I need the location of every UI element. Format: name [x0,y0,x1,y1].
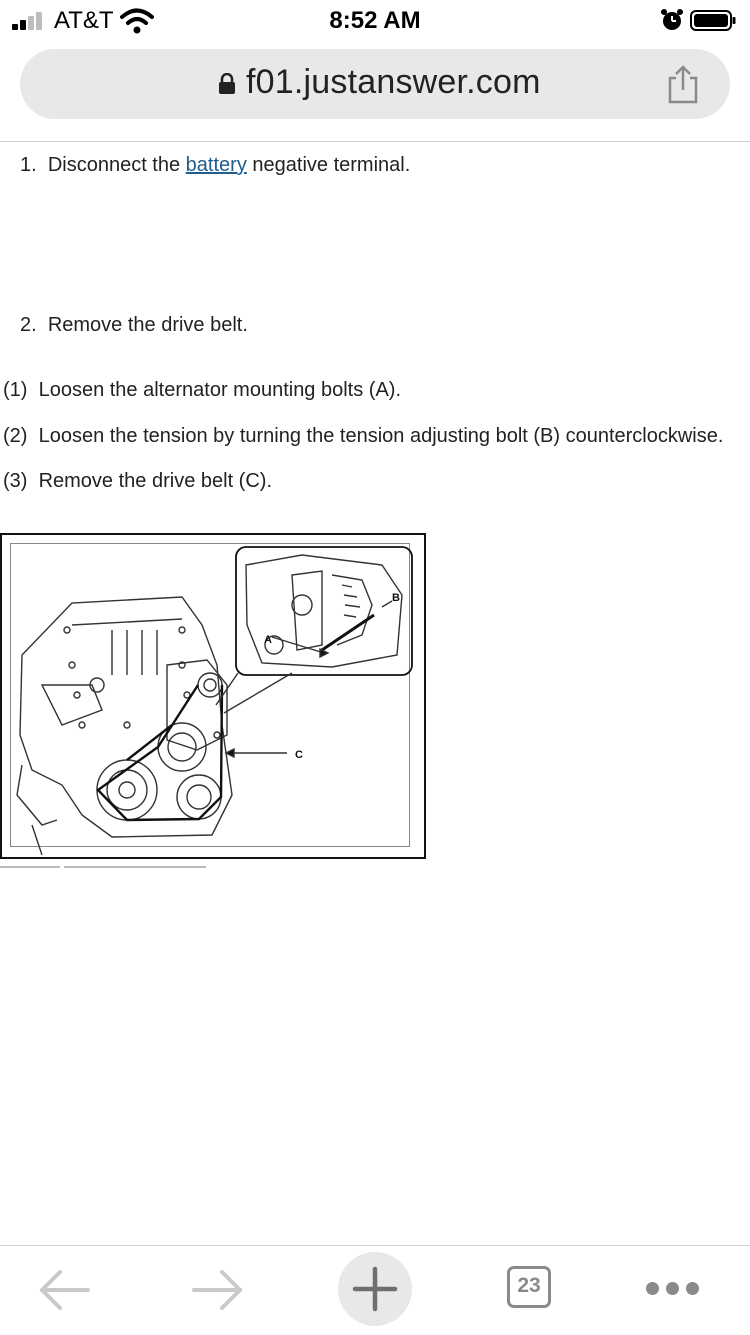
address-bar[interactable] [20,49,730,119]
figure-underline [64,866,206,868]
carrier-name: AT&T [54,7,114,34]
url-text[interactable]: f01.justanswer.com [246,63,541,101]
step-2: 2. Remove the drive belt. [20,314,248,336]
forward-arrow-icon[interactable] [188,1262,248,1318]
status-bar [0,0,750,40]
clock: 8:52 AM [329,7,421,34]
battery-icon [690,10,736,31]
tabs-button[interactable] [507,1266,555,1312]
tab-count: 23 [517,1274,541,1297]
lock-icon [218,73,236,95]
label-c: C [295,749,303,761]
label-a: A [264,634,272,646]
divider [0,141,750,142]
browser-toolbar [0,1245,750,1335]
share-icon[interactable] [666,64,700,104]
substep-2: (2) Loosen the tension by turning the tension adjusting bolt (B) counterclockwise. [3,425,724,447]
dot [686,1282,699,1295]
engine-illustration [2,535,424,857]
label-b: B [392,592,400,604]
figure-underline [0,866,60,868]
step-1: 1. Disconnect the battery negative terminal. [20,154,411,176]
back-arrow-icon[interactable] [34,1262,94,1318]
new-tab-button[interactable] [338,1252,412,1326]
dot [666,1282,679,1295]
dot [646,1282,659,1295]
more-options-icon[interactable] [640,1276,710,1296]
substep-1: (1) Loosen the alternator mounting bolts (A). [3,379,402,401]
drive-belt-diagram [0,533,426,859]
plus-icon [338,1252,412,1326]
battery-link[interactable]: battery [185,154,247,176]
substep-3: (3) Remove the drive belt (C). [3,470,272,492]
alarm-clock-icon [660,8,684,32]
